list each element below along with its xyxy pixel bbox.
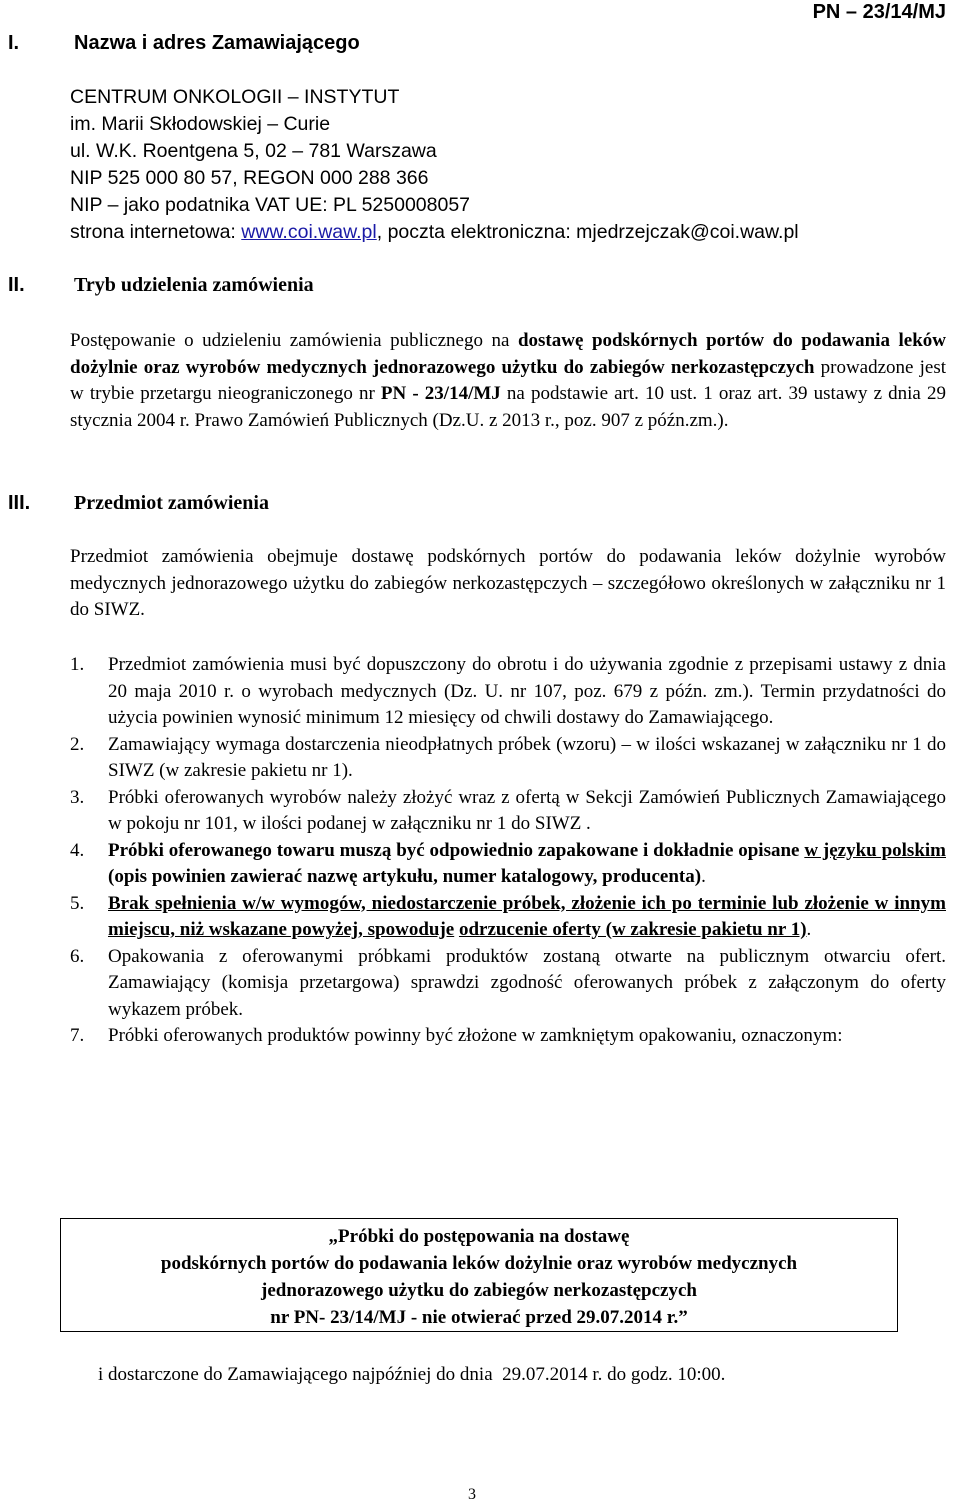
page-number: 3 [468,1486,476,1503]
procedure-legal-basis: na podstawie art. 10 ust. 1 oraz art. 39 ustawy z dnia 29 stycznia 2004 r. Prawo Zamówień Publicznych (Dz.U. z 2013 r., poz. 907 z późn.zm.). [70,383,946,431]
procedure-paragraph [70,328,946,434]
warning-text: Brak spełnienia w/w wymogów, niedostarczenie próbek, złożenie ich po terminie lub złożenie w innym miejscu, niż wskazane powyżej, spowoduje [108,892,946,940]
label-line: „Próbki do postępowania na dostawę [328,1226,630,1247]
list-item-text [108,838,946,891]
document-reference: PN – 23/14/MJ [812,1,946,23]
label-line: jednorazowego użytku do zabiegów nerkozastępczych [261,1280,697,1301]
list-item-number: 7. [70,1025,85,1046]
list-item-number: 6. [70,945,85,967]
section-1-number: I. [8,32,20,54]
punctuation: . [701,866,706,887]
address-line: CENTRUM ONKOLOGII – INSTYTUT [70,86,400,108]
delivery-deadline: i dostarczone do Zamawiającego najpóźniej do dnia 29.07.2014 r. do godz. 10:00. [98,1364,726,1385]
list-item-text: Zamawiający wymaga dostarczenia nieodpłatnych próbek (wzoru) – w ilości wskazanej w załączniku nr 1 do SIWZ (w zakresie pakietu nr 1). [108,733,946,781]
procedure-text: Postępowanie o udzieleniu zamówienia publicznego na [70,330,518,351]
punctuation: . [806,919,812,940]
section-2-number: II. [8,274,25,296]
section-3-number: III. [8,492,31,514]
emphasis-text: Próbki oferowanego towaru muszą być odpowiednio zapakowane i dokładnie opisane [108,839,805,861]
procedure-text: prowadzone jest w trybie przetargu nieograniczonego nr [70,356,947,404]
list-item [70,732,946,785]
list-item-number: 3. [70,786,85,808]
rejection-text: odrzucenie oferty (w zakresie pakietu nr 1) [458,919,807,940]
list-item-text: Próbki oferowanych produktów powinny być złożone w zamkniętym opakowaniu, oznaczonym: [108,1025,843,1046]
website-link[interactable]: www.coi.waw.pl [241,221,377,243]
procedure-subject: dostawę podskórnych portów do podawania leków dożylnie oraz wyrobów medycznych jednorazowego użytku do zabiegów nerkozastępczych [70,330,946,378]
address-line: NIP 525 000 80 57, REGON 000 288 366 [70,167,429,189]
procedure-number: PN - 23/14/MJ [380,383,501,404]
list-item-text [108,891,946,944]
label-line: nr PN- 23/14/MJ - nie otwierać przed 29.07.2014 r.” [270,1307,688,1328]
emphasis-text: (opis powinien zawierać nazwę artykułu, numer katalogowy, producenta) [108,866,702,887]
subject-intro: Przedmiot zamówienia obejmuje dostawę podskórnych portów do podawania leków dożylnie wyrobów medycznych jednorazowego użytku do zabiegów nerkozastępczych – szczegółowo określonych w załączniku nr 1 do SIWZ. [70,546,946,620]
label-line: podskórnych portów do podawania leków dożylnie oraz wyrobów medycznych [160,1253,798,1274]
list-item-text: Opakowania z oferowanymi próbkami produktów zostaną otwarte na publicznym otwarciu ofert. Zamawiający (komisja przetargowa) sprawdzi zgodność oferowanych próbek z załączonym do oferty wykazem próbek. [108,945,946,1020]
list-item-number: 4. [70,839,85,861]
label-box [60,1218,898,1332]
list-item [70,785,946,838]
section-3-title: Przedmiot zamówienia [74,492,269,514]
list-item-number: 2. [70,733,85,755]
list-item-number: 5. [70,892,85,914]
web-label: strona internetowa: [70,221,242,243]
address-line: im. Marii Skłodowskiej – Curie [70,113,331,135]
list-item [70,838,946,891]
emphasis-underlined: w języku polskim [804,839,946,861]
list-item [70,891,946,944]
list-item [70,652,946,732]
section-2-title: Tryb udzielenia zamówienia [74,274,314,296]
list-item-text: Przedmiot zamówienia musi być dopuszczony do obrotu i do używania zgodnie z przepisami ustawy z dnia 20 maja 2010 r. o wyrobach medycznych (Dz. U. nr 107, poz. 679 z późn. zm.). Termin przydatności do użycia powinien wynosić minimum 12 miesięcy od chwili dostawy do Zamawiającego. [108,654,946,728]
contact-line [70,219,799,246]
list-item [70,1023,946,1050]
requirements-list [70,652,946,1050]
address-line: ul. W.K. Roentgena 5, 02 – 781 Warszawa [70,140,437,162]
section-1-title: Nazwa i adres Zamawiającego [74,32,360,54]
list-item-text: Próbki oferowanych wyrobów należy złożyć wraz z ofertą w Sekcji Zamówień Publicznych Zamawiającego w pokoju nr 101, w ilości podanej w załączniku nr 1 do SIWZ . [108,786,946,834]
list-item [70,944,946,1024]
list-item-number: 1. [70,654,85,675]
address-block [70,84,799,246]
email-text: , poczta elektroniczna: mjedrzejczak@coi.waw.pl [376,221,799,243]
address-line: NIP – jako podatnika VAT UE: PL 5250008057 [70,194,471,216]
